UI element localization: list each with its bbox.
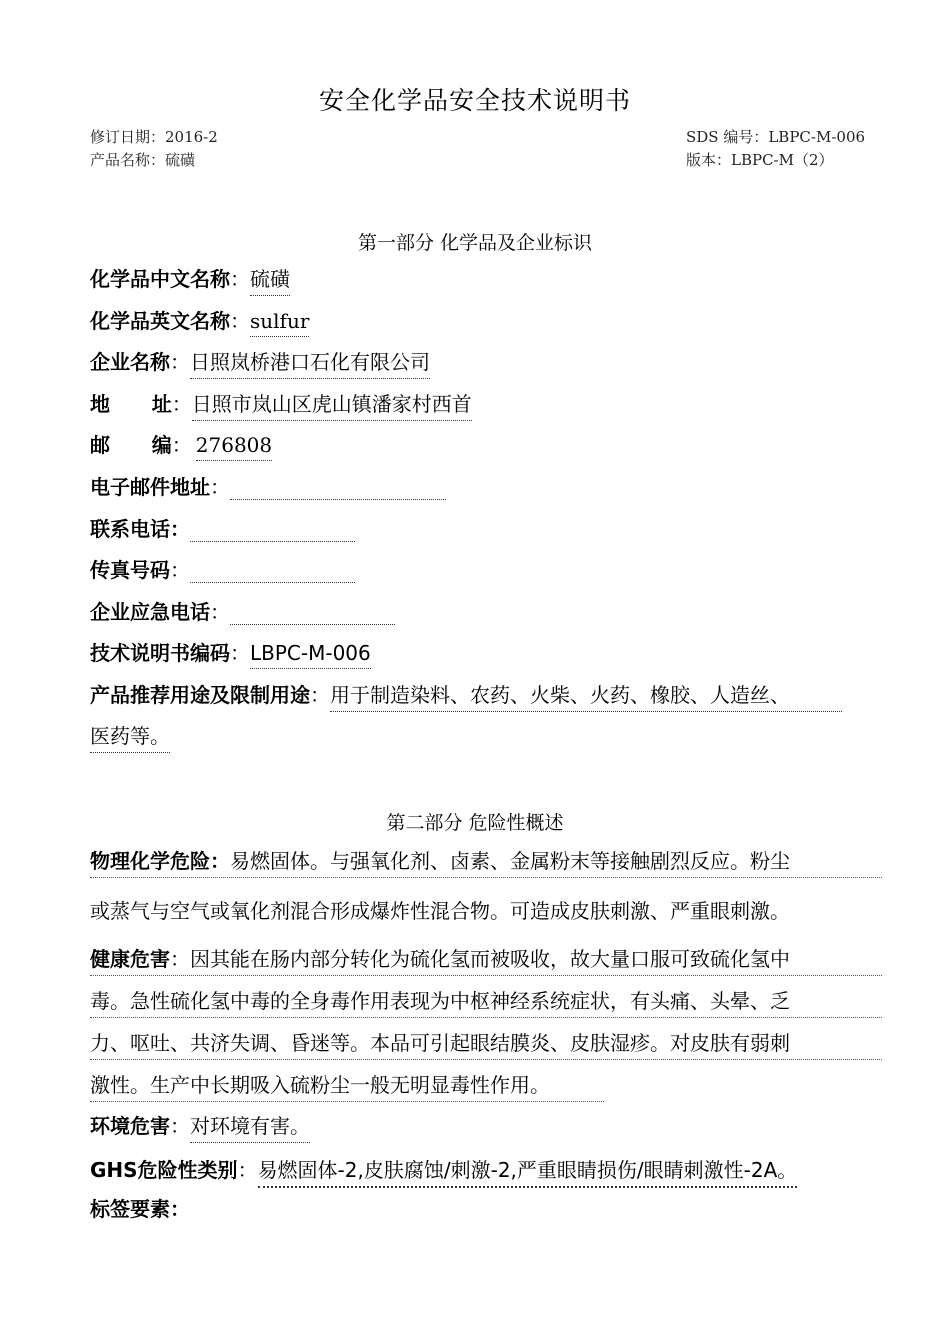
physical-line-2 [90,895,882,927]
ghs-row: GHS危险性类别：易燃固体-2,皮肤腐蚀/刺激-2,严重眼睛损伤/眼睛刺激性-2A。 [90,1154,797,1188]
emergency-blank [230,604,395,625]
usage-label: 产品推荐用途及限制用途 [90,683,310,707]
ghs-value: 易燃固体-2,皮肤腐蚀/刺激-2,严重眼睛损伤/眼睛刺激性-2A。 [258,1154,798,1188]
usage-row: 产品推荐用途及限制用途：用于制造染料、农药、火柴、火药、橡胶、人造丝、 [90,679,872,712]
postcode-value: 276808 [196,433,272,461]
address-label: 地 址 [90,392,172,416]
code-label: 技术说明书编码 [90,641,230,665]
health-line-1: 健康危害：因其能在肠内部分转化为硫化氢而被吸收，故大量口服可致硫化氢中 [90,943,882,976]
sds-number: SDS 编号：LBPC-M-006 [686,128,866,146]
physical-text-2: 或蒸气与空气或氧化剂混合形成爆炸性混合物。可造成皮肤刺激、严重眼刺激。 [90,899,790,923]
revision-date: 修订日期：2016-2 [90,128,218,146]
health-label: 健康危害 [90,947,170,971]
emergency-label: 企业应急电话 [90,600,210,624]
code-row: 技术说明书编码：LBPC-M-006 [90,637,371,669]
env-row: 环境危害：对环境有害。 [90,1110,310,1143]
fax-row: 传真号码： [90,554,355,583]
cn-name-row: 化学品中文名称：硫磺 [90,263,290,296]
en-name-value: sulfur [250,309,309,337]
en-name-label: 化学品英文名称 [90,309,230,333]
health-line-4 [90,1069,604,1102]
en-name-row: 化学品英文名称：sulfur [90,305,309,337]
physical-text-1: 易燃固体。与强氧化剂、卤素、金属粉末等接触剧烈反应。粉尘 [230,849,790,873]
phone-label: 联系电话 [90,517,170,541]
company-value: 日照岚桥港口石化有限公司 [190,346,430,379]
cn-name-value: 硫磺 [250,263,290,296]
env-value: 对环境有害。 [190,1110,310,1143]
product-name-meta: 产品名称：硫磺 [90,151,196,169]
postcode-row: 邮 编： 276808 [90,429,272,461]
usage-line2: 医药等。 [90,720,170,753]
tag-label: 标签要素： [90,1197,190,1221]
email-label: 电子邮件地址 [90,475,210,499]
health-text-1: 因其能在肠内部分转化为硫化氢而被吸收，故大量口服可致硫化氢中 [190,947,790,971]
fax-label: 传真号码 [90,558,170,582]
phone-row: 联系电话： [90,513,355,542]
email-row: 电子邮件地址： [90,471,446,500]
part1-title: 第一部分 化学品及企业标识 [357,232,593,254]
health-line-3 [90,1027,882,1060]
health-text-4: 激性。生产中长期吸入硫粉尘一般无明显毒性作用。 [90,1073,550,1097]
cn-name-label: 化学品中文名称 [90,267,230,291]
fax-blank [190,562,355,583]
company-row: 企业名称：日照岚桥港口石化有限公司 [90,346,430,379]
usage-row-2 [90,720,170,753]
emergency-row: 企业应急电话： [90,596,395,625]
email-blank [230,479,446,500]
tag-row [90,1193,190,1222]
physical-label: 物理化学危险： [90,849,230,873]
usage-line1: 用于制造染料、农药、火柴、火药、橡胶、人造丝、 [330,679,842,712]
health-text-2: 毒。急性硫化氢中毒的全身毒作用表现为中枢神经系统症状，有头痛、头晕、乏 [90,989,790,1013]
health-line-2 [90,985,882,1018]
code-value: LBPC-M-006 [250,641,371,669]
address-row: 地 址：日照市岚山区虎山镇潘家村西首 [90,388,472,421]
health-text-3: 力、呕吐、共济失调、昏迷等。本品可引起眼结膜炎、皮肤湿疹。对皮肤有弱刺 [90,1031,790,1055]
version: 版本：LBPC-M（2） [686,151,834,169]
part2-title: 第二部分 危险性概述 [386,812,564,834]
ghs-label: GHS危险性类别 [90,1158,238,1182]
env-label: 环境危害 [90,1114,170,1138]
phone-blank [190,521,355,542]
document-title: 安全化学品安全技术说明书 [318,86,631,115]
company-label: 企业名称 [90,350,170,374]
postcode-label: 邮 编 [90,433,172,457]
address-value: 日照市岚山区虎山镇潘家村西首 [192,388,472,421]
physical-line-1 [90,845,882,878]
